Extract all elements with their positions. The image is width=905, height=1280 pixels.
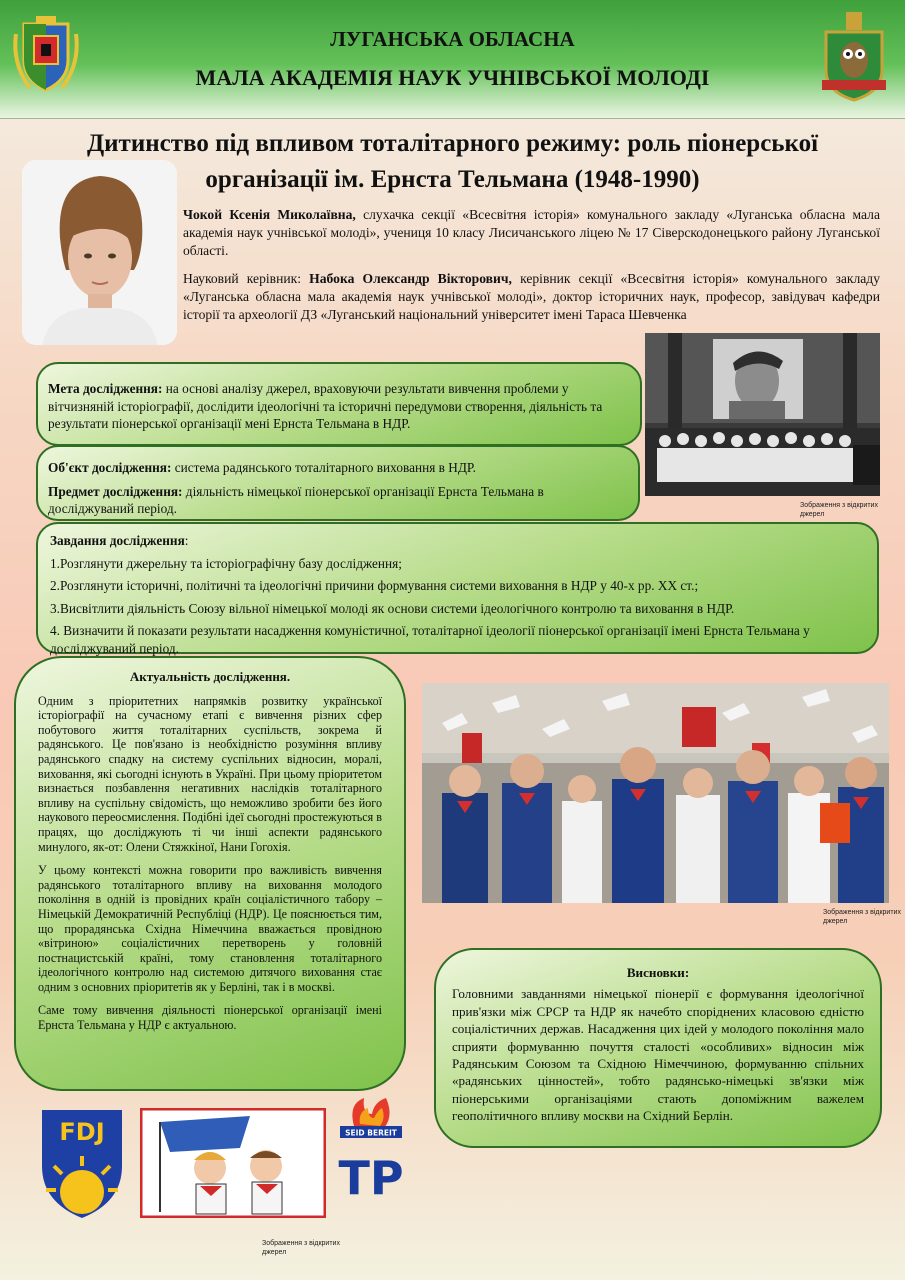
pioneer-parade-photo	[422, 683, 889, 903]
image-caption-1: Зображення з відкритих джерел	[800, 502, 878, 518]
research-tasks-label: Завдання дослідження	[50, 533, 185, 548]
research-aim-body: на основі аналізу джерел, враховуючи результати вивчення проблеми у вітчизняній історіографії, дослідити ідеологічні та історичні передумови створення, діяльність та результати піонерської організації мені Ернста Тельмана в НДР.	[48, 381, 603, 431]
pioneer-children-drawing	[140, 1108, 326, 1218]
supervisor-description: керівник секції «Всесвітня історія» комунального закладу «Луганська обласна мала академія наук учнівської молоді», доктор історичних наук, професор, завідувач кафедри історії та археології ДЗ «Луганський національний університет імені Тараса Шевченка	[183, 271, 880, 322]
tp-logo-mark: TP	[338, 1151, 404, 1205]
research-aim-text	[48, 380, 630, 433]
task-item: 4. Визначити й показати результати насадження комуністичної, тоталітарної ідеології піонерської організації імені Ернста Тельмана у досліджуваний період.	[50, 623, 810, 656]
research-subject-body: діяльність німецької піонерської організації Ернста Тельмана в досліджуваний період.	[48, 483, 544, 516]
research-object-text	[48, 459, 628, 477]
task-item: 2.Розглянути історичні, політичні та ідеологічні причини формування системи виховання в НДР у 40-х рр. ХХ ст.;	[50, 578, 699, 593]
tp-logo-motto: SEID BEREIT	[345, 1128, 397, 1138]
research-tasks-colon: :	[184, 533, 189, 548]
research-object-box	[36, 445, 640, 521]
image-caption-3: Зображення з відкритих джерел	[262, 1240, 340, 1256]
header-banner	[0, 0, 905, 119]
research-tasks-heading	[50, 532, 865, 550]
task-item: 1.Розглянути джерельну та історіографічну базу дослідження;	[50, 555, 402, 571]
research-object-label: Об'єкт дослідження:	[48, 460, 172, 475]
header-title-line2: МАЛА АКАДЕМІЯ НАУК УЧНІВСЬКОЇ МОЛОДІ	[195, 65, 710, 90]
author-name: Чокой Ксенія Миколаївна,	[183, 207, 356, 222]
research-tasks-box	[36, 522, 879, 654]
supervisor-paragraph	[183, 270, 880, 324]
conclusions-box	[434, 948, 882, 1148]
header-title-line1: ЛУГАНСЬКА ОБЛАСНА	[330, 27, 575, 51]
image-caption-2: Зображення з відкритих джерел	[823, 909, 901, 925]
relevance-paragraph-2: У цьому контексті можна говорити про важливість вивчення радянського тоталітарного впливу на виховання молодого покоління в одній із провідних країн соціалістичного табору – Німецькій Демократичній Республіці (НДР). Це пояснюється тим, що прорадянська Східна Німеччина вважається провідною «вітриною» соціалістичних перетворень у головній постнацистській країні, тому становлення тоталітарного ідеологічного контролю над системою дитячого виховання стає одним з основних пріоритетів як у Берліні, так і в москві.	[38, 863, 382, 994]
relevance-paragraph-1: Одним з пріоритетних напрямків розвитку української історіографії на сучасному етапі є вивчення різних сфер побутового життя тоталітарних суспільств, зокрема й радянського. Це пов'язано із необхідністю розуміння впливу радянського спадку на систему суспільних відносин, моралі, виховання, які сьогодні існують в Україні. При цьому пріоритетом визнається позбавлення негативних наслідків тоталітарного впливу на суспільну свідомість, що неможливо зробити без його наукового переосмислення. Подібні ідеї сьогодні простежуються в працях, що досліджують ті чи інші аспекти радянського минулого, як-от: Олени Стяжкіної, Нани Гогохія.	[38, 693, 382, 854]
academy-emblem-icon	[818, 10, 890, 102]
research-object-body: система радянського тоталітарного виховання в НДР.	[171, 460, 476, 475]
thaelmann-pioneers-logo	[334, 1096, 408, 1214]
poster-title: Дитинство під впливом тоталітарного режиму: роль піонерської організації ім. Ернста Тельмана (1948-1990)	[86, 130, 819, 193]
author-paragraph	[183, 206, 880, 260]
fdj-logo	[38, 1106, 126, 1220]
conclusions-heading: Висновки:	[626, 965, 690, 980]
thaelmann-choir-photo	[645, 333, 880, 496]
relevance-paragraph-3: Саме тому вивчення діяльності піонерської організації імені Ернста Тельмана у НДР є актуальною.	[38, 1003, 382, 1033]
research-subject-label: Предмет дослідження:	[48, 483, 183, 499]
research-subject-text	[48, 483, 628, 518]
task-item: 3.Висвітлити діяльність Союзу вільної німецької молоді як основи системи ідеологічного контролю та виховання в НДР.	[50, 600, 735, 616]
conclusions-text: Головними завданнями німецької піонерії є формування ідеологічної прив'язки між СРСР та НДР як начебто споріднених класовою єдністю соціалістичних держав. Насадження цих ідей у молодого покоління мало сприяти формуванню почуття сталості «особливих» відносин між Радянським Союзом та Східною Німеччиною, формуванню спільних «радянських цінностей», тобто радянсько-німецькі зв'язки між піонерськими організаціями стають допоміжним важелем геополітичного впливу москви на Східний Берлін.	[452, 986, 864, 1124]
author-description: слухачка секції «Всесвітня історія» комунального закладу «Луганська обласна мала академія наук учнівської молоді», учениця 10 класу Лисичанського ліцею № 17 Сіверскодонецького району Луганської області.	[183, 207, 880, 258]
author-photo	[22, 160, 177, 345]
research-aim-box	[36, 362, 642, 446]
research-aim-label: Мета дослідження:	[48, 381, 163, 396]
luhansk-oblast-crest-icon	[10, 14, 82, 98]
fdj-logo-text: FDJ	[59, 1118, 105, 1146]
supervisor-prefix: Науковий керівник:	[183, 271, 310, 286]
author-info	[183, 206, 880, 334]
relevance-box	[14, 656, 406, 1091]
relevance-heading: Актуальність дослідження.	[129, 669, 291, 684]
supervisor-name: Набока Олександр Вікторович,	[309, 271, 512, 286]
